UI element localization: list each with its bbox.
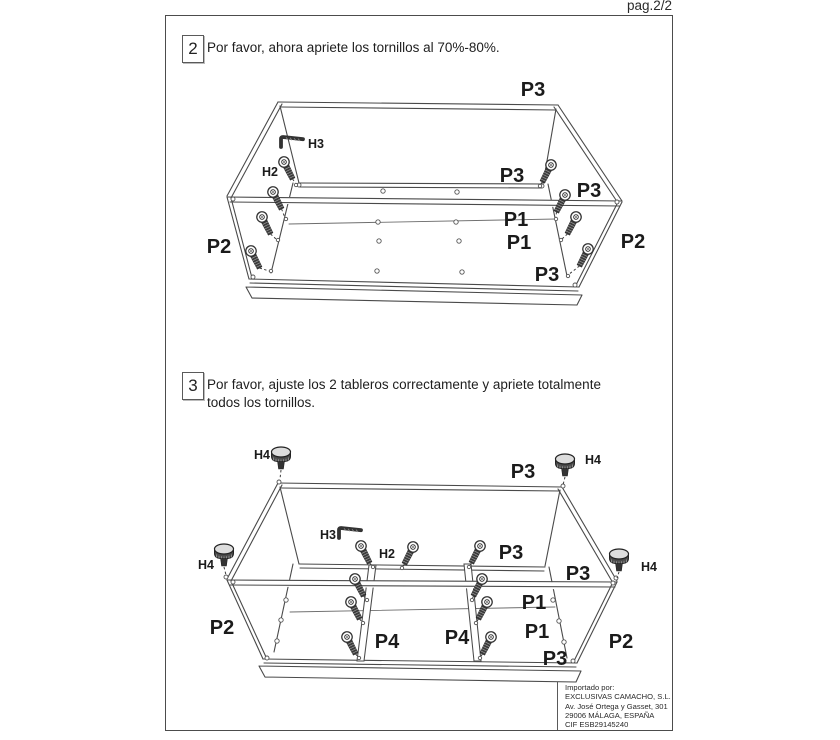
importer-line: CIF ESB29145240 <box>565 720 629 730</box>
screw-icon <box>563 210 583 236</box>
part-label-p3: P3 <box>542 648 568 670</box>
part-label-h4: H4 <box>641 560 657 574</box>
allen-key-icon <box>339 528 361 538</box>
importer-line: 29006 MÁLAGA, ESPAÑA <box>565 710 655 720</box>
screw-icon <box>478 630 498 656</box>
part-label-p3: P3 <box>510 461 536 483</box>
allen-key-icon <box>281 137 303 147</box>
screw-icon <box>354 539 374 565</box>
part-label-p1: P1 <box>506 232 532 254</box>
page-number: pag.2/2 <box>626 0 672 13</box>
importer-info <box>565 683 671 729</box>
part-label-h2: H2 <box>262 165 278 179</box>
part-label-p3: P3 <box>499 165 525 187</box>
screw-icon <box>400 540 420 566</box>
part-label-h3: H3 <box>308 137 324 151</box>
part-label-p3: P3 <box>576 180 602 202</box>
part-label-h4: H4 <box>585 453 601 467</box>
part-label-p1: P1 <box>521 592 547 614</box>
screw-icon <box>340 630 360 656</box>
screw-icon <box>538 158 558 184</box>
part-labels-step2 <box>207 79 645 286</box>
part-label-p2: P2 <box>206 236 232 258</box>
part-label-h4: H4 <box>254 448 270 462</box>
hardware-step3 <box>215 447 629 660</box>
screw-icon <box>277 155 297 181</box>
screw-icon <box>344 595 364 621</box>
part-label-p3: P3 <box>565 563 591 585</box>
part-label-p2: P2 <box>608 631 634 653</box>
knob-icon <box>215 544 234 566</box>
step3-instruction: Por favor, ajuste los 2 tableros correctamente y apriete totalmente todos los tornillos. <box>207 377 601 410</box>
screw-icon <box>575 242 595 268</box>
step2-number-box: 2 <box>182 35 204 63</box>
importer-line: Av. José Ortega y Gasset, 301 <box>565 701 668 711</box>
part-label-p4: P4 <box>374 631 400 653</box>
part-label-p4: P4 <box>444 627 470 649</box>
part-label-p1: P1 <box>524 621 550 643</box>
step3-number-box: 3 <box>182 372 204 400</box>
part-label-p2: P2 <box>209 617 235 639</box>
importer-divider <box>557 682 558 730</box>
part-label-p1: P1 <box>503 209 529 231</box>
part-label-p3: P3 <box>498 542 524 564</box>
part-label-h2: H2 <box>379 547 395 561</box>
part-label-h4: H4 <box>198 558 214 572</box>
shelf-holes-step3 <box>224 480 618 663</box>
step2-instruction: Por favor, ahora apriete los tornillos al 70%-80%. <box>207 40 500 55</box>
screw-icon <box>255 210 275 236</box>
knob-icon <box>556 454 575 476</box>
importer-line: EXCLUSIVAS CAMACHO, S.L. <box>565 692 671 702</box>
part-labels-step3 <box>198 448 657 670</box>
knob-icon <box>610 549 629 571</box>
hardware-step2 <box>244 137 595 278</box>
knob-icon <box>272 447 291 469</box>
part-label-h3: H3 <box>320 528 336 542</box>
importer-line: Importado por: <box>565 683 615 692</box>
part-label-p2: P2 <box>620 231 646 253</box>
screw-icon <box>467 539 487 565</box>
part-label-p3: P3 <box>534 264 560 286</box>
part-label-p3: P3 <box>520 79 546 101</box>
